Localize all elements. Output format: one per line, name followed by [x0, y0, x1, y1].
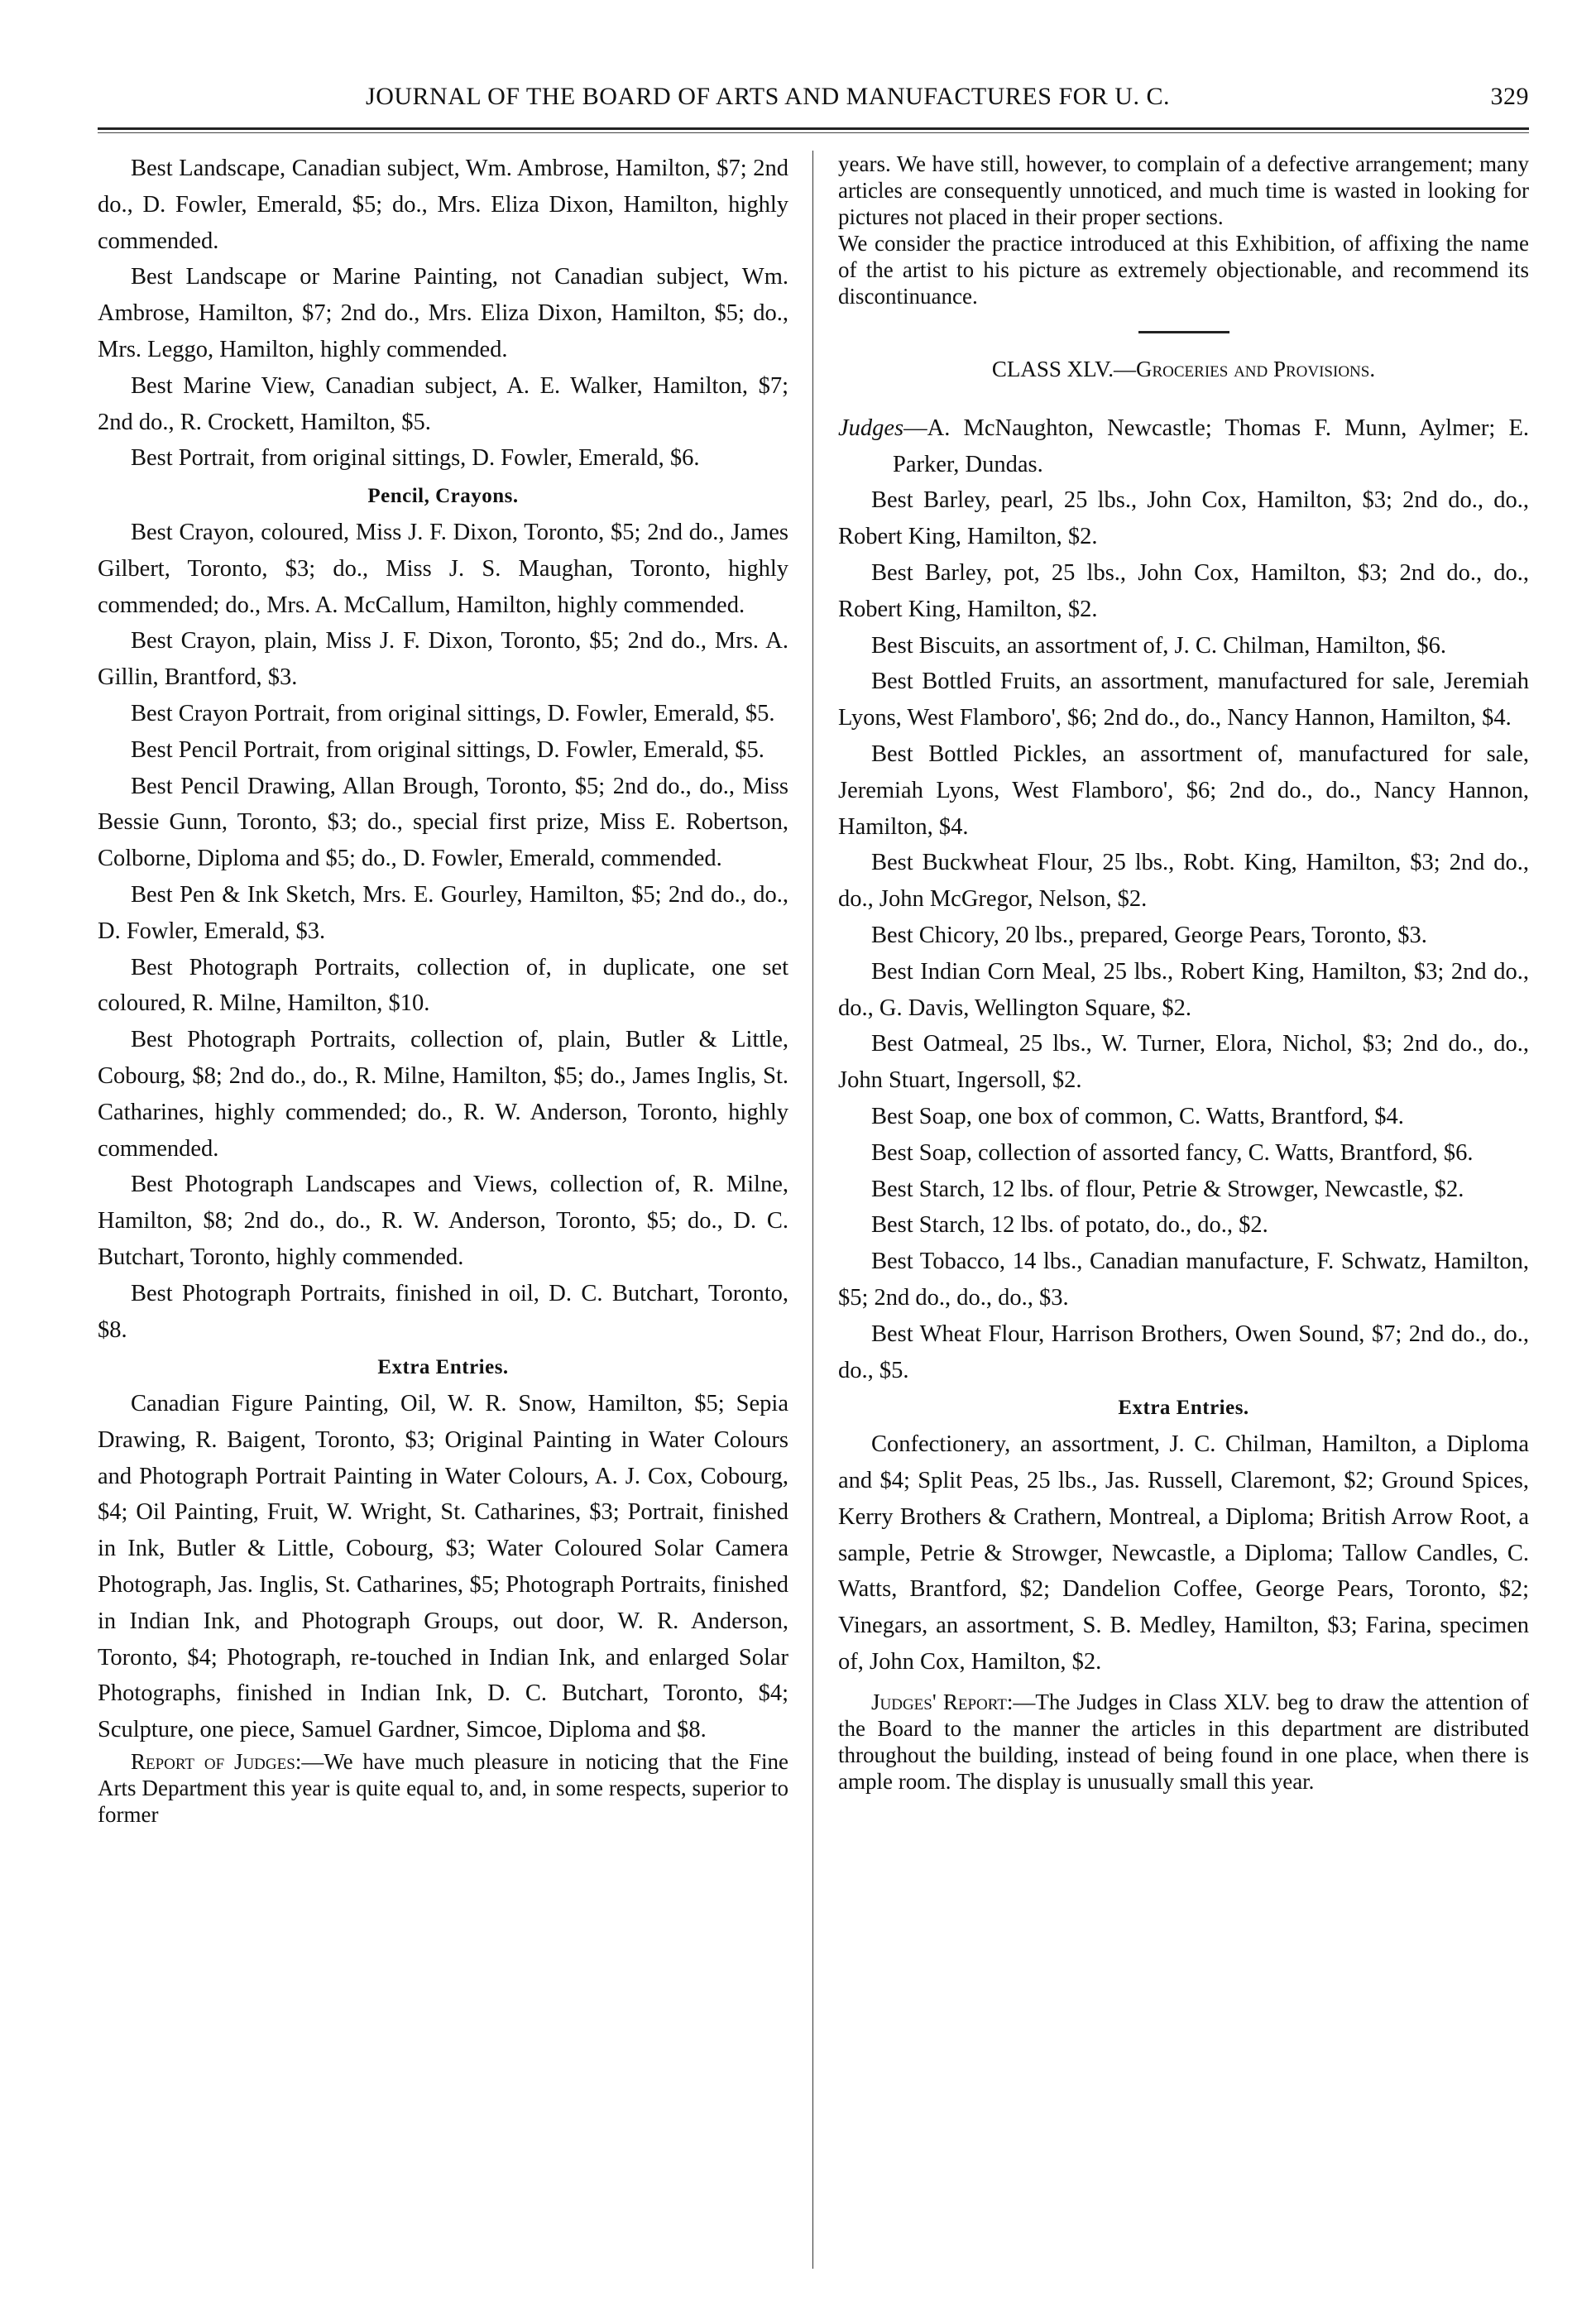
paragraph: Best Oatmeal, 25 lbs., W. Turner, Elora, Nichol, $3; 2nd do., do., John Stuart, Ingersoll, $2.	[838, 1031, 1529, 1094]
paragraph: Best Landscape, Canadian subject, Wm. Ambrose, Hamilton, $7; 2nd do., D. Fowler, Emerald, $5; do., Mrs. Eliza Dixon, Hamilton, highly commended.	[98, 156, 788, 254]
paragraph: Canadian Figure Painting, Oil, W. R. Snow, Hamilton, $5; Sepia Drawing, R. Baigent, Toronto, $3; Original Painting in Water Colours and Photograph Portrait Painting in Water Colours, A. J. Cox, Cobourg, $4; Oil Painting, Fruit, W. Wright, St. Catharines, $3; Portrait, finished in Ink, Butler & Little, Cobourg, $3; Water Coloured Solar Camera Photograph, Jas. Inglis, St. Catharines, $5; Photograph Portraits, finished in Indian Ink, and Photograph Groups, out door, W. R. Anderson, Toronto, $4; Photograph, re-touched in Indian Ink, and enlarged Solar Photographs, finished in Indian Ink, D. C. Butchart, Toronto, $4; Sculpture, one piece, Samuel Gardner, Simcoe, Diploma and $8.	[98, 1391, 788, 1743]
paragraph: Best Tobacco, 14 lbs., Canadian manufacture, F. Schwatz, Hamilton, $5; 2nd do., do., do., $3.	[838, 1249, 1529, 1311]
report-label: Judges' Report	[871, 1689, 1007, 1714]
paragraph: Best Bottled Pickles, an assortment of, manufactured for sale, Jeremiah Lyons, West Flamboro', $6; 2nd do., do., Nancy Hannon, Hamilton, $4.	[838, 741, 1529, 840]
paragraph: Best Pen & Ink Sketch, Mrs. E. Gourley, Hamilton, $5; 2nd do., do., D. Fowler, Emerald, $3.	[98, 881, 788, 944]
paragraph: Best Photograph Portraits, collection of, plain, Butler & Little, Cobourg, $8; 2nd do., do., R. Milne, Hamilton, $5; do., James Inglis, St. Catharines, highly commended; do., R. W. Anderson, Toronto, highly commended.	[98, 1027, 788, 1162]
two-column-body	[98, 151, 1529, 2277]
paragraph: Best Pencil Drawing, Allan Brough, Toronto, $5; 2nd do., do., Miss Bessie Gunn, Toronto, $3; do., special first prize, Miss E. Robertson, Colborne, Diploma and $5; do., D. Fowler, Emerald, commended.	[98, 773, 788, 872]
report-text: :—The Judges in Class XLV. beg to draw the attention of the Board to the manner the articles in this department are distributed throughout the building, instead of being found in one place, when there is ample room. The display is unusually small this year.	[838, 1689, 1530, 1794]
judges-report	[838, 1689, 1529, 1795]
section-subheading: Pencil, Crayons.	[367, 485, 519, 508]
page-number: 329	[1490, 83, 1529, 110]
journal-page	[98, 76, 1529, 2277]
header-rule-thin	[98, 132, 1529, 133]
column-divider	[812, 151, 813, 2269]
paragraph: Best Starch, 12 lbs. of flour, Petrie & Strowger, Newcastle, $2.	[871, 1176, 1464, 1202]
paragraph: Best Starch, 12 lbs. of potato, do., do., $2.	[871, 1212, 1268, 1239]
left-column	[98, 151, 788, 1828]
running-header	[98, 76, 1529, 122]
paragraph: We consider the practice introduced at this Exhibition, of affixing the name of the artist to his picture as extremely objectionable, and recommend its discontinuance.	[838, 231, 1529, 309]
paragraph: Best Barley, pot, 25 lbs., John Cox, Hamilton, $3; 2nd do., do., Robert King, Hamilton, $2.	[838, 559, 1529, 622]
judges-text: —A. McNaughton, Newcastle; Thomas F. Munn, Aylmer; E. Parker, Dundas.	[893, 415, 1529, 477]
class-heading	[838, 352, 1529, 388]
right-column	[838, 151, 1529, 1795]
paragraph: Best Wheat Flour, Harrison Brothers, Owen Sound, $7; 2nd do., do., do., $5.	[838, 1321, 1529, 1383]
journal-title: JOURNAL OF THE BOARD OF ARTS AND MANUFACTURES FOR U. C.	[366, 83, 1170, 110]
paragraph: Best Indian Corn Meal, 25 lbs., Robert King, Hamilton, $3; 2nd do., do., G. Davis, Wellington Square, $2.	[838, 958, 1529, 1021]
paragraph: Best Pencil Portrait, from original sittings, D. Fowler, Emerald, $5.	[131, 736, 764, 763]
paragraph: Best Marine View, Canadian subject, A. E. Walker, Hamilton, $7; 2nd do., R. Crockett, Hamilton, $5.	[98, 372, 788, 435]
paragraph: Best Barley, pearl, 25 lbs., John Cox, Hamilton, $3; 2nd do., do., Robert King, Hamilton, $2.	[838, 487, 1529, 550]
paragraph: Best Photograph Portraits, collection of, in duplicate, one set coloured, R. Milne, Hamilton, $10.	[98, 954, 788, 1017]
report-label: Report of Judges	[131, 1749, 295, 1775]
paragraph: Best Landscape or Marine Painting, not Canadian subject, Wm. Ambrose, Hamilton, $7; 2nd do., Mrs. Eliza Dixon, Hamilton, $5; do., Mrs. Leggo, Hamilton, highly commended.	[98, 264, 788, 362]
paragraph: Confectionery, an assortment, J. C. Chilman, Hamilton, a Diploma and $4; Split Peas, 25 lbs., Jas. Russell, Claremont, $2; Ground Spices, Kerry Brothers & Crathern, Montreal, a Diploma; British Arrow Root, a sample, Petrie & Strowger, Newcastle, a Diploma; Tallow Candles, C. Watts, Brantford, $2; Dandelion Coffee, George Pears, Toronto, $2; Vinegars, an assortment, S. B. Medley, Hamilton, $3; Farina, specimen of, John Cox, Hamilton, $2.	[838, 1431, 1529, 1675]
paragraph: Best Crayon, plain, Miss J. F. Dixon, Toronto, $5; 2nd do., Mrs. A. Gillin, Brantford, $3.	[98, 628, 788, 691]
paragraph: Best Soap, collection of assorted fancy, C. Watts, Brantford, $6.	[871, 1139, 1474, 1166]
class-heading-name: Groceries and Provisions.	[1135, 357, 1376, 381]
paragraph: Best Biscuits, an assortment of, J. C. Chilman, Hamilton, $6.	[871, 632, 1447, 659]
paragraph: Best Portrait, from original sittings, D. Fowler, Emerald, $6.	[131, 445, 700, 472]
paragraph: Best Buckwheat Flour, 25 lbs., Robt. King, Hamilton, $3; 2nd do., do., John McGregor, Nelson, $2.	[838, 850, 1529, 913]
judges-report	[98, 1748, 788, 1828]
report-text: :—We have much pleasure in noticing that the Fine Arts Department this year is quite equal to, and, in some respects, superior to former	[98, 1749, 788, 1828]
judges-line	[838, 410, 1529, 483]
section-subheading: Extra Entries.	[1118, 1397, 1249, 1420]
paragraph: Best Crayon, coloured, Miss J. F. Dixon, Toronto, $5; 2nd do., James Gilbert, Toronto, $3; do., Miss J. S. Maughan, Toronto, highly commended; do., Mrs. A. McCallum, Hamilton, highly commended.	[98, 519, 788, 618]
section-subheading: Extra Entries.	[377, 1356, 509, 1379]
header-rule	[98, 127, 1529, 130]
judges-label: Judges	[838, 415, 904, 441]
paragraph: Best Photograph Portraits, finished in oil, D. C. Butchart, Toronto, $8.	[98, 1280, 788, 1343]
paragraph: Best Soap, one box of common, C. Watts, Brantford, $4.	[871, 1103, 1404, 1129]
paragraph: Best Chicory, 20 lbs., prepared, George Pears, Toronto, $3.	[871, 922, 1427, 948]
section-rule	[1138, 331, 1229, 333]
paragraph: Best Crayon Portrait, from original sittings, D. Fowler, Emerald, $5.	[131, 700, 775, 726]
paragraph: years. We have still, however, to complain of a defective arrangement; many articles are consequently unnoticed, and much time is wasted in looking for pictures not placed in their proper sections.	[838, 151, 1529, 229]
paragraph: Best Photograph Landscapes and Views, collection of, R. Milne, Hamilton, $8; 2nd do., do., R. W. Anderson, Toronto, $5; do., D. C. Butchart, Toronto, highly commended.	[98, 1172, 788, 1270]
class-heading-prefix: CLASS XLV.—	[991, 357, 1136, 381]
paragraph: Best Bottled Fruits, an assortment, manufactured for sale, Jeremiah Lyons, West Flamboro', $6; 2nd do., do., Nancy Hannon, Hamilton, $4.	[838, 669, 1529, 731]
